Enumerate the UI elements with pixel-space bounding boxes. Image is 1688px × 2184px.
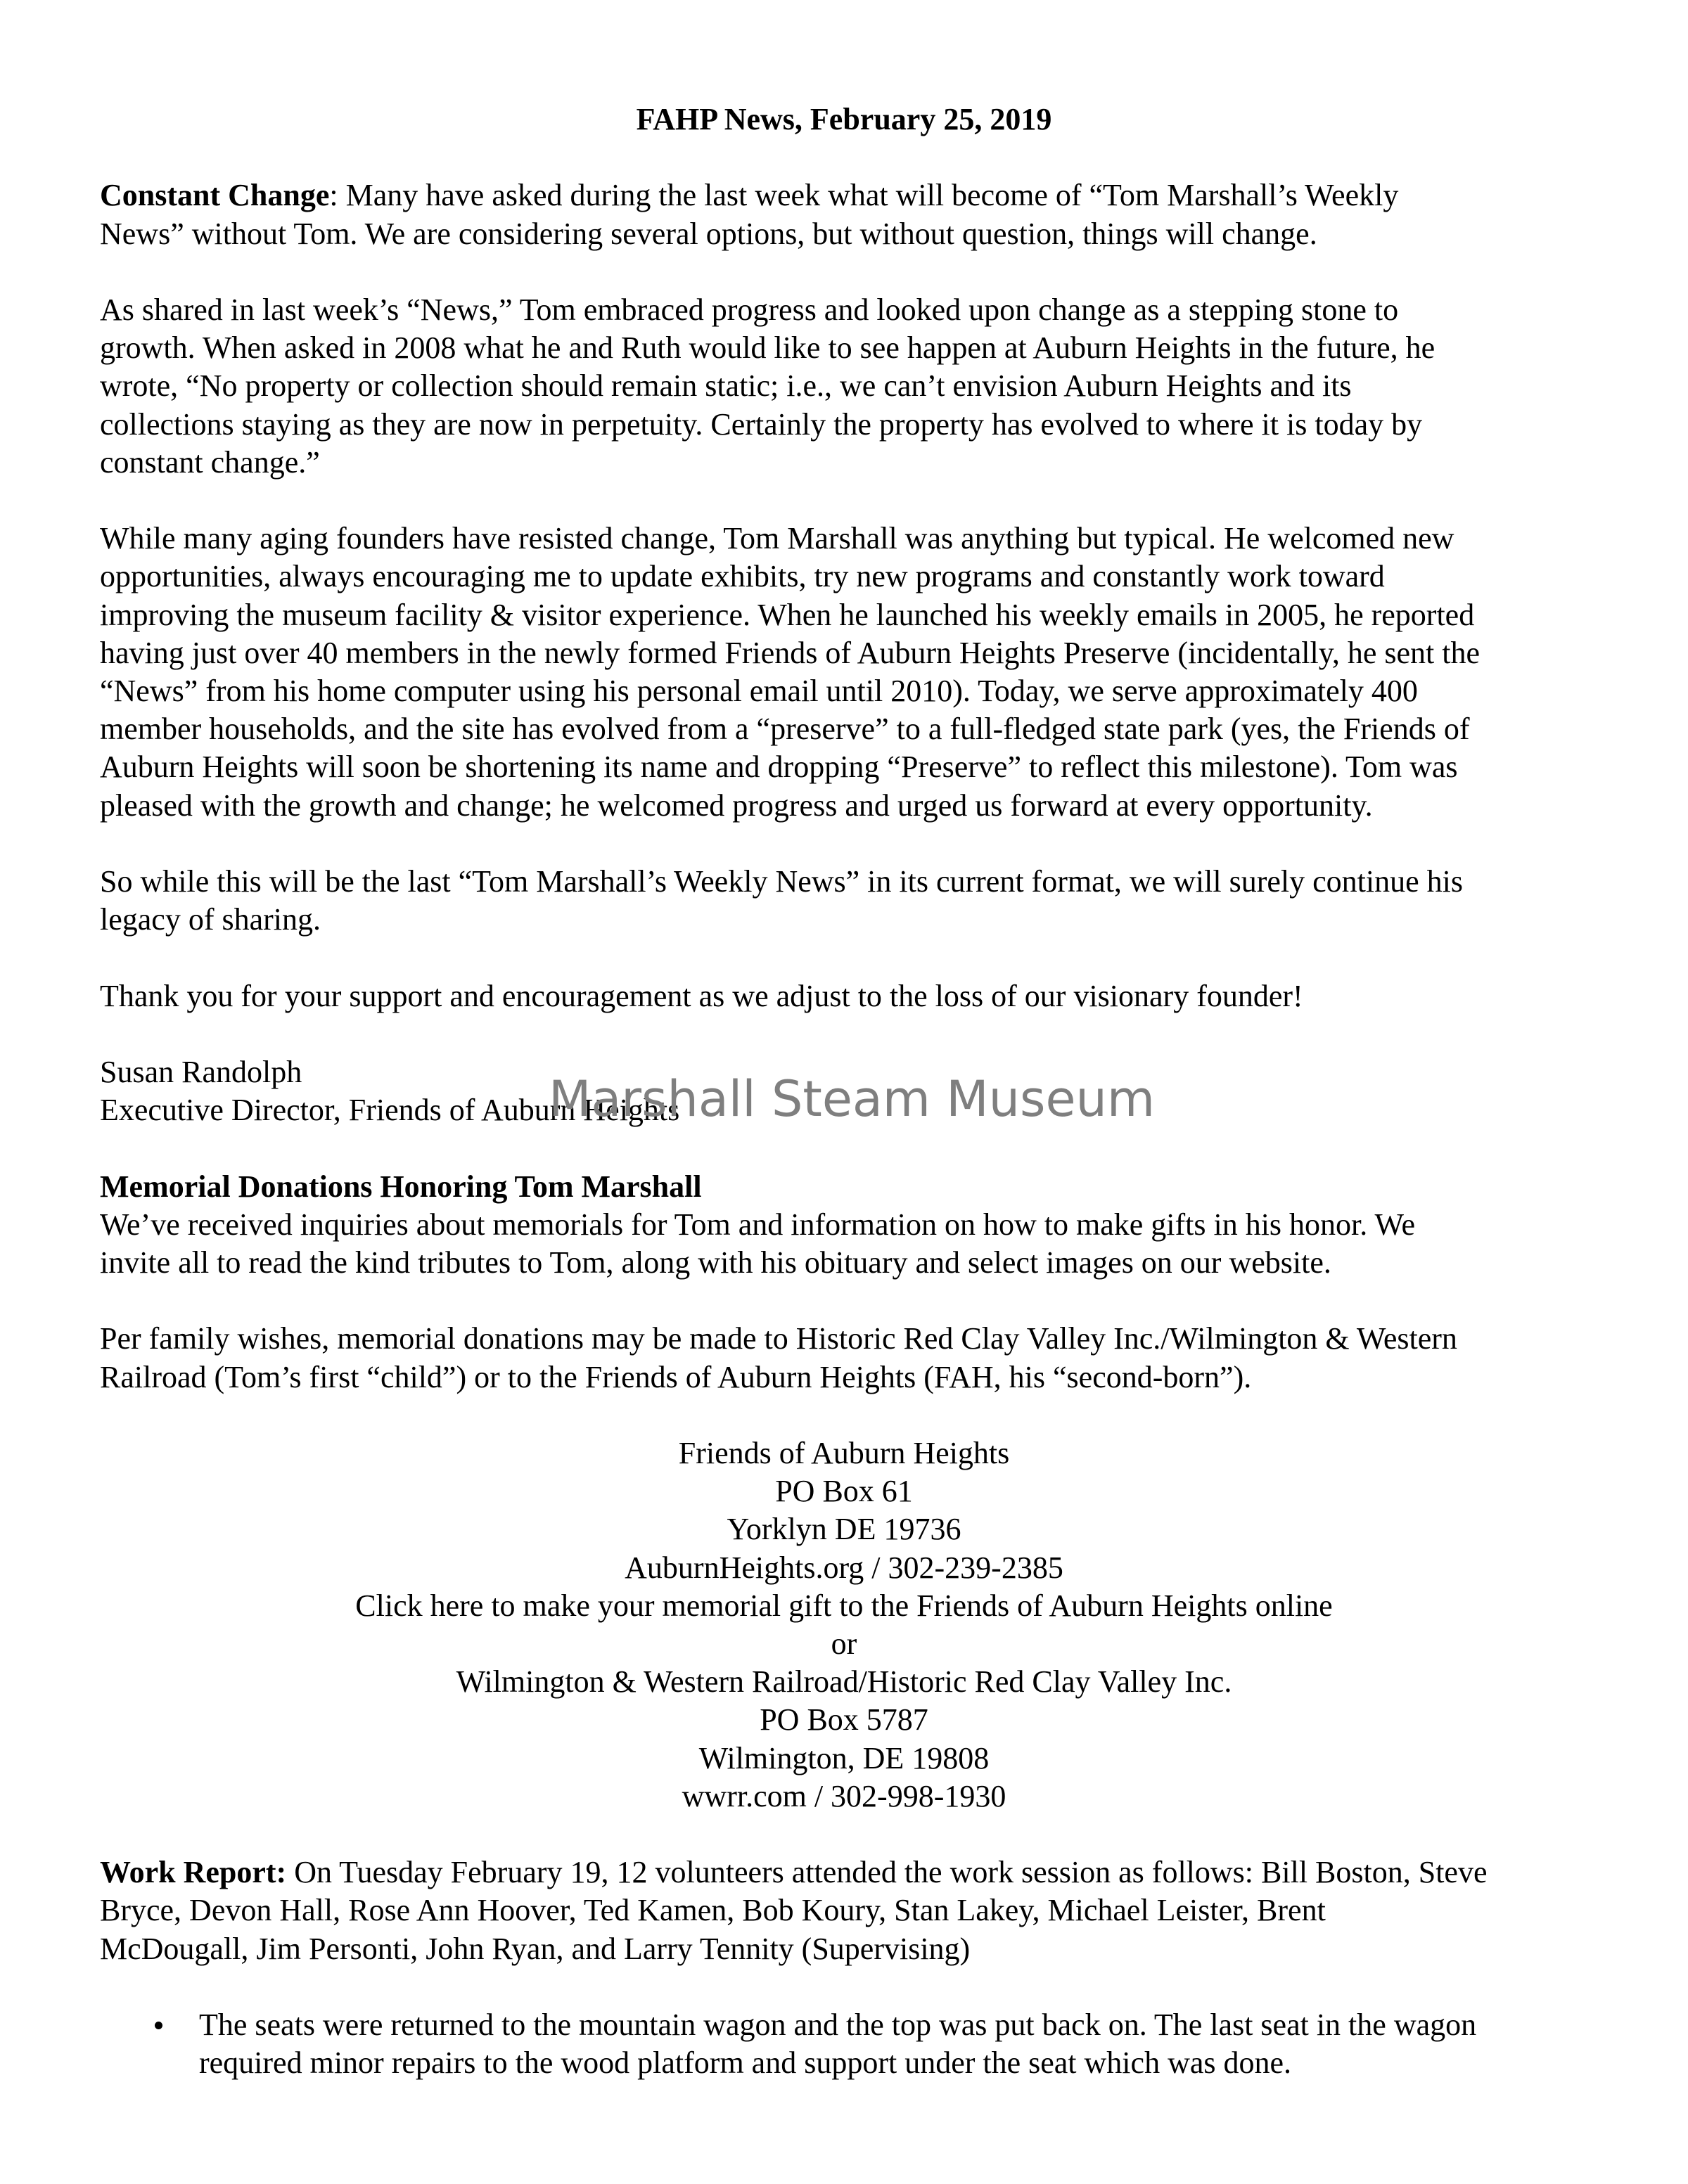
- text-line: legacy of sharing.: [100, 902, 321, 937]
- text-line: pleased with the growth and change; he welcomed progress and urged us forward at every opportunity.: [100, 788, 1373, 823]
- text-line: Bryce, Devon Hall, Rose Ann Hoover, Ted Kamen, Bob Koury, Stan Lakey, Michael Leister, Brent: [100, 1893, 1326, 1928]
- paragraph-constant-change: [100, 176, 1598, 252]
- text-line: constant change.”: [100, 444, 320, 480]
- text-line: McDougall, Jim Personti, John Ryan, and Larry Tennity (Supervising): [100, 1931, 971, 1966]
- text-line: On Tuesday February 19, 12 volunteers attended the work session as follows: Bill Boston, Steve: [286, 1855, 1488, 1890]
- text-line: having just over 40 members in the newly formed Friends of Auburn Heights Preserve (incidentally, he sent the: [100, 635, 1481, 670]
- address-line: PO Box 5787: [760, 1702, 928, 1737]
- bullet-icon: [155, 2022, 162, 2029]
- paragraph: [100, 1320, 1598, 1396]
- address-line: Friends of Auburn Heights: [678, 1435, 1010, 1470]
- text-line: wrote, “No property or collection should remain static; i.e., we can’t envision Auburn Heights and its: [100, 368, 1352, 404]
- signature-name: Susan Randolph: [100, 1054, 302, 1089]
- address-line: wwrr.com / 302-998-1930: [682, 1778, 1006, 1813]
- text-line: Thank you for your support and encouragement as we adjust to the loss of our visionary founder!: [100, 978, 1303, 1013]
- paragraph: [100, 291, 1598, 482]
- paragraph: [100, 863, 1598, 939]
- text-line: As shared in last week’s “News,” Tom embraced progress and looked upon change as a stepping stone to: [100, 292, 1399, 327]
- bullet-item: [100, 2006, 1598, 2082]
- watermark: Marshall Steam Museum: [549, 1070, 1156, 1128]
- text-line: growth. When asked in 2008 what he and Ruth would like to see happen at Auburn Heights in the future, he: [100, 330, 1436, 366]
- paragraph: [100, 520, 1598, 825]
- section-heading: Memorial Donations Honoring Tom Marshall: [100, 1169, 702, 1204]
- address-line: AuburnHeights.org / 302-239-2385: [625, 1550, 1063, 1585]
- memorial-section: [100, 1168, 1598, 1283]
- text-line: While many aging founders have resisted change, Tom Marshall was anything but typical. He welcomed new: [100, 521, 1454, 556]
- address-line: Wilmington & Western Railroad/Historic Red Clay Valley Inc.: [456, 1664, 1232, 1700]
- paragraph: [100, 977, 1598, 1015]
- text-line: Per family wishes, memorial donations may be made to Historic Red Clay Valley Inc./Wilmington & Western: [100, 1321, 1457, 1356]
- signature-role: Executive Director, Friends of Auburn Heights: [100, 1093, 680, 1128]
- text-line: News” without Tom. We are considering several options, but without question, things will change.: [100, 216, 1317, 251]
- donation-addresses: [0, 1434, 1688, 1816]
- text-line: improving the museum facility & visitor experience. When he launched his weekly emails in 2005, he reported: [100, 597, 1475, 632]
- text-line: Auburn Heights will soon be shortening its name and dropping “Preserve” to reflect this milestone). Tom was: [100, 750, 1458, 785]
- donation-link[interactable]: Click here to make your memorial gift to the Friends of Auburn Heights online: [355, 1588, 1333, 1623]
- address-line: or: [831, 1626, 857, 1661]
- text-line: : Many have asked during the last week what will become of “Tom Marshall’s Weekly: [329, 178, 1399, 213]
- newsletter-title: FAHP News, February 25, 2019: [636, 102, 1052, 136]
- text-line: So while this will be the last “Tom Marshall’s Weekly News” in its current format, we will surely continue his: [100, 864, 1463, 899]
- text-line: Railroad (Tom’s first “child”) or to the Friends of Auburn Heights (FAH, his “second-born”).: [100, 1359, 1252, 1394]
- text-line: invite all to read the kind tributes to Tom, along with his obituary and select images on our website.: [100, 1245, 1331, 1280]
- text-line: We’ve received inquiries about memorials for Tom and information on how to make gifts in his honor. We: [100, 1207, 1416, 1242]
- section-heading: Constant Change: [100, 178, 330, 213]
- address-line: Wilmington, DE 19808: [698, 1740, 990, 1775]
- text-line: The seats were returned to the mountain wagon and the top was put back on. The last seat in the wagon: [199, 2007, 1477, 2042]
- address-line: PO Box 61: [775, 1474, 913, 1509]
- section-heading: Work Report:: [100, 1855, 287, 1890]
- text-line: member households, and the site has evolved from a “preserve” to a full-fledged state park (yes, the Friends of: [100, 712, 1470, 747]
- work-report: [100, 1854, 1598, 1968]
- text-line: collections staying as they are now in perpetuity. Certainly the property has evolved to where it is today by: [100, 406, 1423, 442]
- text-line: opportunities, always encouraging me to update exhibits, try new programs and constantly work toward: [100, 559, 1385, 594]
- text-line: “News” from his home computer using his personal email until 2010). Today, we serve approximately 400: [100, 674, 1418, 708]
- text-line: required minor repairs to the wood platform and support under the seat which was done.: [199, 2045, 1292, 2081]
- address-line: Yorklyn DE 19736: [727, 1512, 961, 1547]
